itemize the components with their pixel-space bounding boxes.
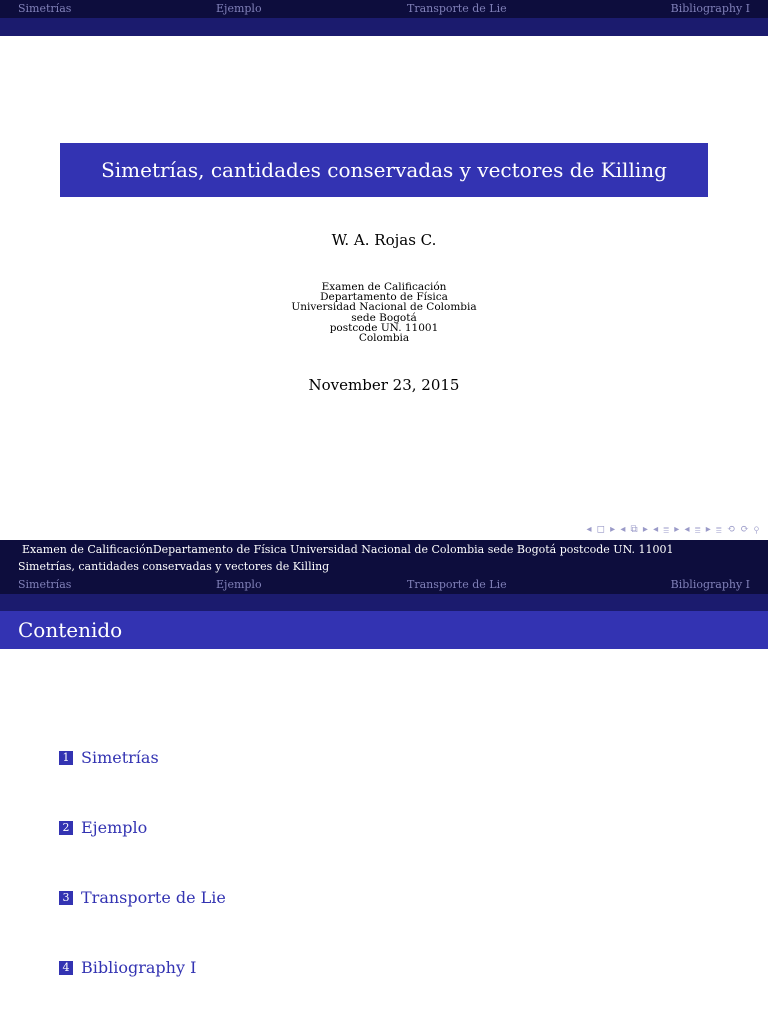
nav-link-ejemplo[interactable]: Ejemplo bbox=[216, 578, 262, 591]
toc-item-label: Transporte de Lie bbox=[81, 888, 226, 907]
toc-item-bibliography[interactable] bbox=[59, 958, 196, 977]
beamer-navigation-icons[interactable]: ◂ ◻ ▸ ◂ ⧉ ▸ ◂ ≣ ▸ ◂ ≣ ▸ ≣ ⟲ ⟳ ⚲ bbox=[586, 524, 760, 535]
header-subbar-2 bbox=[0, 594, 768, 611]
nav-link-simetrias[interactable]: Simetrías bbox=[18, 2, 72, 15]
nav-link-transporte[interactable]: Transporte de Lie bbox=[407, 578, 507, 591]
institution-line: Departamento de Física bbox=[320, 291, 448, 304]
institution-line: sede Bogotá bbox=[351, 311, 417, 324]
slide-footer bbox=[0, 540, 768, 576]
toc-number-badge: 4 bbox=[59, 961, 73, 975]
toc-number-badge: 2 bbox=[59, 821, 73, 835]
toc-item-label: Ejemplo bbox=[81, 818, 148, 837]
toc-item-simetrias[interactable] bbox=[59, 748, 159, 767]
footer-institute: Examen de CalificaciónDepartamento de Física Universidad Nacional de Colombia sede Bogotá postcode UN. 11001 bbox=[22, 543, 674, 556]
nav-link-ejemplo[interactable]: Ejemplo bbox=[216, 2, 262, 15]
institution-line: Colombia bbox=[358, 332, 410, 345]
toc-item-label: Simetrías bbox=[81, 748, 159, 767]
institution-line: Universidad Nacional de Colombia bbox=[291, 301, 477, 314]
header-subbar bbox=[0, 18, 768, 36]
institution-line: postcode UN. 11001 bbox=[329, 321, 439, 334]
toc-number-badge: 3 bbox=[59, 891, 73, 905]
footer-title: Simetrías, cantidades conservadas y vectores de Killing bbox=[18, 560, 330, 573]
institution-line: Examen de Calificación bbox=[321, 281, 447, 293]
toc-item-label: Bibliography I bbox=[81, 958, 197, 977]
presentation-date: November 23, 2015 bbox=[308, 376, 460, 394]
presentation-title bbox=[60, 143, 708, 197]
top-navbar-2 bbox=[0, 576, 768, 594]
toc-item-transporte[interactable] bbox=[59, 888, 226, 907]
author-name: W. A. Rojas C. bbox=[331, 231, 437, 249]
nav-link-transporte[interactable]: Transporte de Lie bbox=[407, 2, 507, 15]
nav-link-bibliography[interactable]: Bibliography I bbox=[670, 2, 750, 15]
frame-title-text: Contenido bbox=[18, 618, 123, 642]
nav-link-simetrias[interactable]: Simetrías bbox=[18, 578, 72, 591]
toc-item-ejemplo[interactable] bbox=[59, 818, 147, 837]
frame-title bbox=[0, 611, 768, 649]
toc-number-badge: 1 bbox=[59, 751, 73, 765]
top-navbar bbox=[0, 0, 768, 18]
presentation-title-text: Simetrías, cantidades conservadas y vectores de Killing bbox=[101, 158, 667, 182]
institution-block bbox=[0, 282, 768, 343]
nav-link-bibliography[interactable]: Bibliography I bbox=[670, 578, 750, 591]
